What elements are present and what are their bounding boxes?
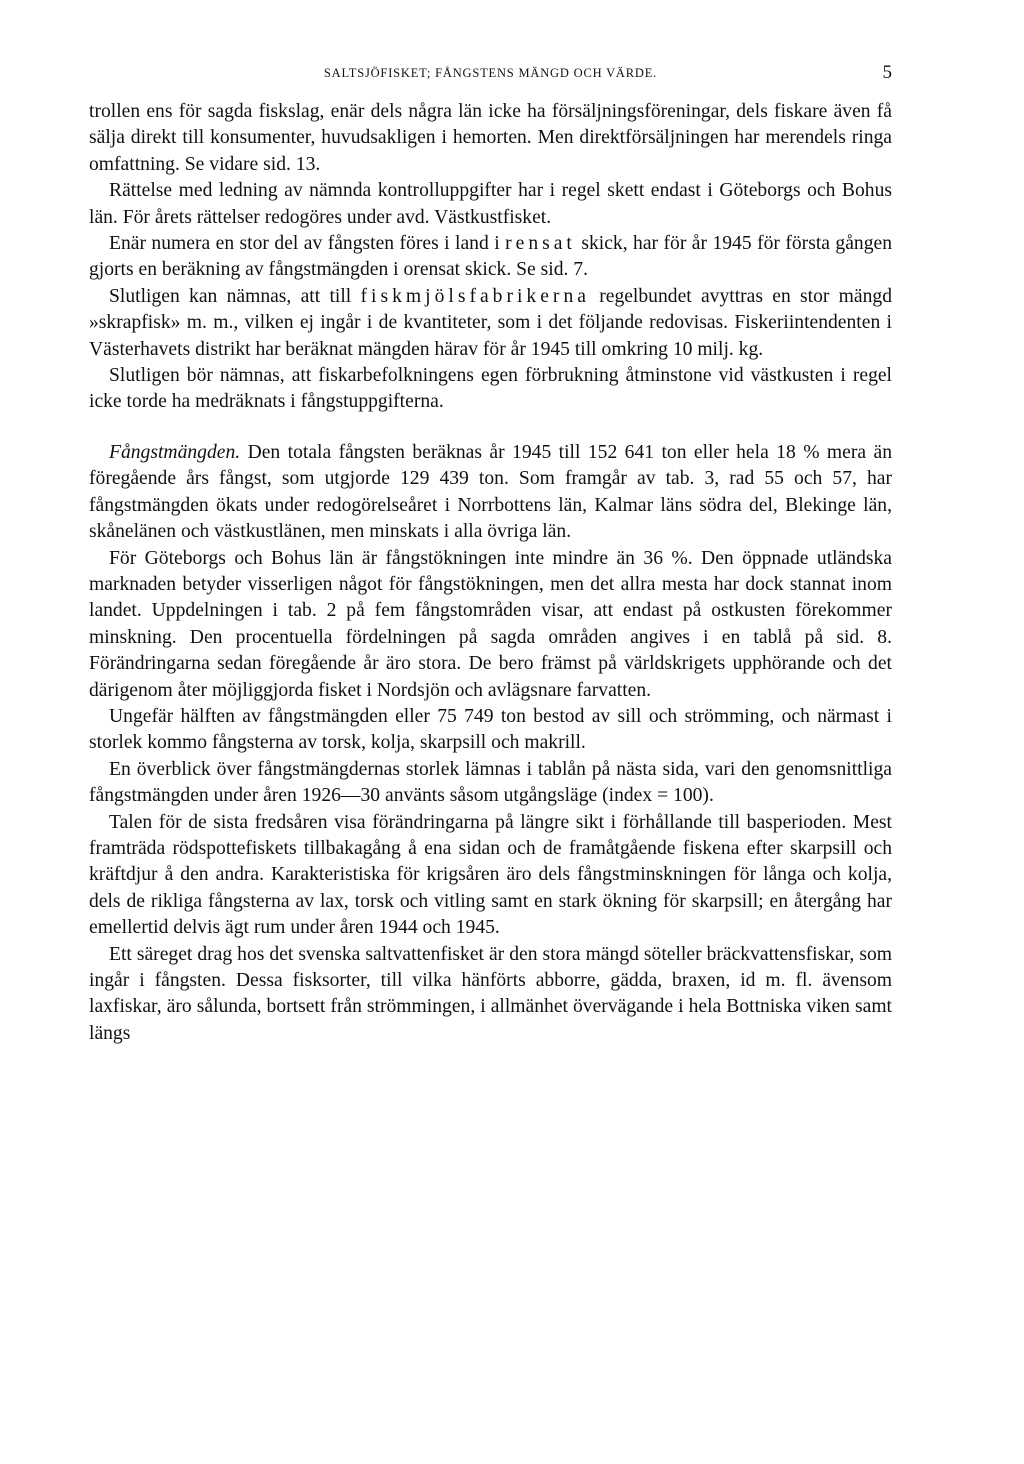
page-number: 5 (882, 62, 892, 83)
emphasized-term: fiskmjölsfabrikerna (360, 285, 590, 307)
paragraph-text: regelbundet avyttras en stor mängd »skrapfisk» m. m., vilken ej ingår i de kvantiteter, som i det följande redovisas. Fiskeriintendenten i Västerhavets distrikt har beräknat mängden härav för år 1945 till omkring 10 milj. kg. (89, 285, 893, 360)
paragraph-text: Ett säreget drag hos det svenska saltvattenfisket är den stora mängd söteller bräckvattensfiskar, som ingår i fångsten. Dessa fisksorter, till vilka hänförts abborre, gädda, braxen, id m. fl. ävensom laxfiskar, äro sålunda, bortsett från strömmingen, i allmänhet övervägande i hela Bottniska viken samt längs (89, 943, 892, 1044)
paragraph-peace-years (89, 810, 892, 942)
paragraph-text: Slutligen kan nämnas, att till (109, 285, 361, 307)
paragraph-text: Ungefär hälften av fångstmängden eller 75 749 ton bestod av sill och strömming, och närmast i storlek kommo fångsterna av torsk, kolja, skarpsill och makrill. (89, 705, 892, 754)
paragraph-freshwater-fish (89, 942, 892, 1048)
running-title: SALTSJÖFISKET; FÅNGSTENS MÄNGD OCH VÄRDE. (323, 66, 658, 80)
paragraph-text: Rättelse med ledning av nämnda kontrolluppgifter har i regel skett endast i Göteborgs och Bohus län. För årets rättelser redogöres under avd. Västkustfisket. (89, 180, 892, 228)
paragraph-continuation (89, 99, 892, 178)
paragraph-text: Den totala fångsten beräknas år 1945 till 152 641 ton eller hela 18 % mera än föregående års fångst, som utgjorde 129 439 ton. Som framgår av tab. 3, rad 55 och 57, har fångstmängden ökats under redogörelseåret i Norrbottens län, Kalmar läns södra del, Blekinge län, skånelänen och västkustlänen, men minskats i alla övriga län. (89, 441, 892, 543)
section-run-in-heading: Fångstmängden. (109, 441, 241, 463)
document-page (89, 62, 892, 1047)
paragraph-text: Slutligen bör nämnas, att fiskarbefolkningens egen förbrukning åtminstone vid västkusten i regel icke torde ha medräknats i fångstuppgifterna. (89, 365, 892, 413)
paragraph-text: skick, har för år 1945 för första gången gjorts en beräkning av fångstmängden i orensat skick. Se sid. 7. (89, 233, 892, 281)
paragraph-text: Talen för de sista fredsåren visa förändringarna på längre sikt i förhållande till basperioden. Mest framträda rödspottefiskets tillbakagång å ena sidan och de framåtgående fiskena efter skarpsill och kräftdjur å den andra. Karakteristiska för krigsåren äro dels fångstminskningen för långa och kolja, dels de rikliga fångsterna av lax, torsk och vitling samt en stark ökning för skarpsill; en återgång har emellertid delvis ägt rum under åren 1944 och 1945. (89, 811, 892, 939)
paragraph-uncleaned-catch (89, 231, 892, 284)
paragraph-text: trollen ens för sagda fiskslag, enär dels några län icke ha försäljningsföreningar, dels fiskare även få sälja direkt till konsumenter, huvudsakligen i hemorten. Men direktförsäljningen har merendels ringa omfattning. Se vidare sid. 13. (89, 101, 892, 175)
paragraph-own-consumption (89, 363, 892, 416)
paragraph-goteborg (89, 546, 892, 704)
paragraph-fishmeal (89, 284, 892, 363)
paragraph-text: Enär numera en stor del av fångsten föres i land i (109, 233, 506, 255)
paragraph-text: För Göteborgs och Bohus län är fångstökningen inte mindre än 36 %. Den öppnade utländska marknaden betyder visserligen något för fångstökningen, men det allra mesta har dock stannat inom landet. Uppdelningen i tab. 2 på fem fångstområden visar, att endast på ostkusten förekommer minskning. Den procentuella fördelningen på sagda områden angives i en tablå på sid. 8. Förändringarna sedan föregående år äro stora. De bero främst på världskrigets upphörande och det därigenom åter möjliggjorda fisket i Nordsjön och avlägsnare farvatten. (89, 547, 892, 701)
body-text (89, 99, 892, 1047)
emphasized-term: rensat (505, 233, 576, 255)
paragraph-overview (89, 757, 892, 810)
paragraph-herring (89, 704, 892, 757)
paragraph-catch-volume (89, 440, 892, 546)
paragraph-correction (89, 178, 892, 231)
running-header (89, 62, 892, 88)
paragraph-text: En överblick över fångstmängdernas storlek lämnas i tablån på nästa sida, vari den genomsnittliga fångstmängden under åren 1926—30 använts såsom utgångsläge (index = 100). (89, 758, 892, 807)
